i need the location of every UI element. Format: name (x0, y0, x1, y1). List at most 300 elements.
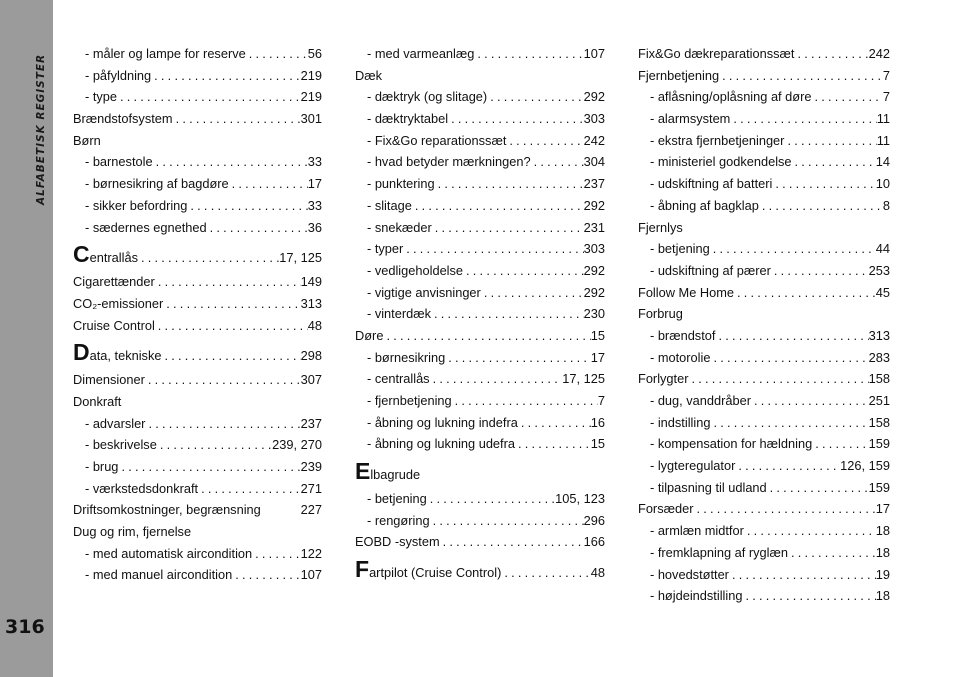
dot-leader (198, 478, 301, 500)
entry-text: Driftsomkostninger, begrænsning (73, 502, 261, 518)
entry-label (367, 108, 448, 130)
dot-leader (767, 477, 869, 499)
entry-page-ref: 227 (300, 502, 322, 518)
entry-page-ref: 166 (583, 534, 605, 550)
entry-page-ref: 44 (875, 241, 890, 257)
entry-label (85, 413, 145, 435)
dot-leader (812, 433, 868, 455)
index-entry (638, 564, 890, 586)
entry-label (650, 260, 771, 282)
entry-label (85, 434, 157, 456)
index-entry (73, 521, 322, 543)
index-entry (73, 173, 322, 195)
entry-label (73, 130, 101, 152)
entry-text: - tilpasning til udland (650, 479, 767, 495)
entry-text: - aflåsning/oplåsning af døre (650, 89, 812, 105)
entry-text: - dæktryktabel (367, 111, 449, 127)
dot-leader (735, 455, 840, 477)
index-entry (73, 238, 322, 271)
entry-label (85, 173, 229, 195)
entry-page-ref: 18 (875, 523, 890, 539)
entry-page-ref: 159 (868, 479, 890, 495)
entry-page-ref: 313 (300, 295, 322, 311)
entry-page-ref: 16 (590, 414, 605, 430)
entry-label (650, 477, 767, 499)
entry-text: - dæktryk (og slitage) (367, 89, 488, 105)
entry-label (355, 65, 382, 87)
entry-page-ref: 313 (868, 327, 890, 343)
dot-leader (771, 260, 869, 282)
index-entry (638, 433, 890, 455)
entry-label (85, 456, 118, 478)
entry-text: - alarmsystem (650, 111, 731, 127)
dot-leader (138, 241, 279, 274)
section-initial: C (73, 241, 90, 268)
index-entry (355, 455, 605, 488)
entry-text: - kompensation for hældning (650, 436, 813, 452)
entry-label (650, 325, 715, 347)
entry-label (367, 347, 445, 369)
entry-text: Dimensioner (73, 372, 145, 388)
entry-label (638, 217, 683, 239)
entry-text: Forsæder (638, 501, 694, 517)
page-number: 316 (5, 616, 45, 638)
entry-page-ref: 11 (876, 132, 890, 148)
entry-page-ref: 303 (583, 241, 605, 257)
entry-text: Børn (73, 132, 101, 148)
entry-page-ref: 230 (583, 306, 605, 322)
entry-text: - brug (85, 459, 119, 474)
entry-page-ref: 17, 125 (279, 250, 322, 266)
entry-text: Follow Me Home (638, 284, 735, 300)
index-entry (638, 217, 890, 239)
dot-leader (772, 173, 875, 195)
index-entry (638, 260, 890, 282)
entry-page-ref: 17, 125 (562, 371, 605, 387)
entry-text: Forbrug (638, 306, 683, 322)
entry-text: ata, tekniske (89, 348, 162, 364)
entry-text: Dæk (355, 67, 383, 83)
entry-label (355, 553, 501, 589)
entry-label (638, 43, 794, 65)
index-entry (355, 282, 605, 304)
entry-text: - højdeindstilling (650, 588, 743, 604)
dot-leader (445, 347, 591, 369)
index-entry (355, 303, 605, 325)
index-entry (73, 499, 322, 521)
entry-label (650, 347, 710, 369)
entry-page-ref: 149 (300, 274, 322, 290)
entry-text: EOBD -system (355, 534, 440, 550)
index-entry (355, 43, 605, 65)
entry-text: - udskiftning af batteri (650, 176, 773, 192)
index-entry (73, 543, 322, 565)
entry-label (650, 542, 788, 564)
entry-text: - beskrivelse (85, 437, 157, 453)
dot-leader (229, 173, 308, 195)
index-entry (73, 271, 322, 293)
dot-leader (118, 456, 300, 478)
entry-label (367, 217, 432, 239)
index-entry (355, 173, 605, 195)
entry-text: - åbning og lukning udefra (367, 436, 515, 452)
entry-label (367, 173, 435, 195)
entry-text: - med manuel aircondition (85, 567, 233, 583)
entry-label (85, 543, 252, 565)
entry-text: - indstilling (650, 414, 711, 430)
index-entry (638, 390, 890, 412)
entry-label (355, 325, 383, 347)
entry-page-ref: 219 (300, 67, 322, 83)
index-entry (355, 488, 605, 510)
index-entry (355, 347, 605, 369)
dot-leader (155, 315, 308, 337)
entry-page-ref: 126, 159 (840, 458, 890, 474)
entry-label (73, 238, 138, 274)
entry-page-ref: 7 (597, 393, 605, 408)
index-entry (638, 498, 890, 520)
entry-label (73, 315, 155, 337)
entry-label (367, 488, 427, 510)
entry-text: - måler og lampe for reserve (85, 46, 246, 61)
index-entry (638, 43, 890, 65)
index-entry (73, 43, 322, 65)
entry-label (650, 390, 751, 412)
entry-text: - advarsler (85, 415, 146, 431)
entry-label (650, 585, 742, 607)
entry-page-ref: 239, 270 (272, 437, 322, 453)
entry-label (367, 390, 452, 412)
entry-label (650, 433, 812, 455)
entry-page-ref: 237 (300, 415, 322, 431)
index-entry (73, 336, 322, 369)
entry-page-ref: 239 (300, 459, 322, 474)
index-entry (355, 151, 605, 173)
entry-page-ref: 283 (868, 349, 890, 365)
dot-leader (383, 325, 590, 347)
entry-page-ref: 17 (875, 501, 890, 517)
entry-page-ref: 251 (868, 393, 890, 408)
entry-label (367, 130, 506, 152)
entry-page-ref: 11 (876, 111, 890, 127)
dot-leader (163, 293, 300, 315)
entry-page-ref: 304 (583, 154, 605, 170)
index-entry (638, 130, 890, 152)
entry-label (650, 520, 744, 542)
entry-text: - sædernes egnethed (85, 219, 207, 235)
entry-page-ref: 7 (882, 89, 890, 105)
entry-page-ref: 237 (583, 176, 605, 192)
index-entry (638, 195, 890, 217)
entry-text: CO₂-emissioner (73, 295, 164, 311)
dot-leader (693, 498, 875, 520)
dot-leader (403, 238, 583, 260)
entry-text: - ministeriel godkendelse (650, 154, 792, 170)
entry-text: - betjening (650, 241, 710, 257)
entry-label (367, 282, 481, 304)
dot-leader (811, 86, 882, 108)
index-entry (355, 217, 605, 239)
dot-leader (145, 369, 301, 391)
dot-leader (412, 195, 584, 217)
entry-label (85, 43, 246, 65)
entry-label (638, 303, 683, 325)
index-entry (73, 195, 322, 217)
index-entry (638, 520, 890, 542)
index-entry (73, 564, 322, 586)
entry-page-ref: 301 (300, 111, 322, 127)
index-entry (638, 282, 890, 304)
dot-leader (474, 43, 583, 65)
entry-page-ref: 7 (882, 67, 890, 83)
entry-text: - med varmeanlæg (367, 46, 475, 61)
index-entry (355, 260, 605, 282)
entry-text: Fix&Go dækreparationssæt (638, 46, 795, 61)
dot-leader (481, 282, 584, 304)
index-entry (73, 86, 322, 108)
dot-leader (487, 86, 583, 108)
entry-label (85, 217, 207, 239)
index-entry (355, 368, 605, 390)
index-entry (73, 65, 322, 87)
entry-text: - brændstof (650, 327, 716, 343)
entry-page-ref: 292 (583, 262, 605, 278)
entry-page-ref: 19 (875, 566, 890, 582)
entry-label (367, 510, 430, 532)
entry-page-ref: 242 (868, 46, 890, 61)
index-column-2 (355, 43, 605, 586)
index-entry (638, 151, 890, 173)
entry-text: - børnesikring (367, 349, 446, 365)
entry-text: - slitage (367, 197, 412, 213)
dot-leader (157, 434, 272, 456)
entry-label (638, 368, 689, 390)
dot-leader (207, 217, 308, 239)
entry-page-ref: 253 (868, 262, 890, 278)
entry-page-ref: 33 (307, 154, 322, 170)
entry-text: - lygteregulator (650, 458, 736, 474)
entry-label (650, 173, 772, 195)
index-entry (73, 108, 322, 130)
index-entry (638, 303, 890, 325)
dot-leader (792, 151, 876, 173)
dot-leader (518, 412, 591, 434)
entry-page-ref: 17 (307, 176, 322, 192)
entry-page-ref: 33 (307, 197, 322, 213)
index-entry (355, 86, 605, 108)
entry-text: Donkraft (73, 393, 122, 409)
dot-leader (161, 339, 300, 372)
dot-leader (440, 531, 584, 553)
index-entry (355, 238, 605, 260)
section-title: ALFABETISK REGISTER (35, 53, 47, 205)
sidebar (0, 0, 53, 677)
index-entry (355, 130, 605, 152)
index-entry (638, 412, 890, 434)
entry-text: - punktering (367, 176, 435, 192)
dot-leader (689, 368, 869, 390)
entry-page-ref: 15 (590, 436, 605, 452)
index-entry (638, 86, 890, 108)
entry-text: - sikker befordring (85, 197, 188, 213)
entry-label (73, 336, 161, 372)
entry-text: - barnestole (85, 154, 153, 170)
entry-text: Cruise Control (73, 317, 155, 333)
entry-label (650, 564, 729, 586)
entry-label (85, 195, 187, 217)
entry-page-ref: 298 (300, 348, 322, 364)
index-entry (638, 108, 890, 130)
dot-leader (232, 564, 300, 586)
entry-page-ref: 48 (590, 565, 605, 581)
entry-label (367, 43, 474, 65)
index-entry (73, 130, 322, 152)
entry-page-ref: 159 (868, 436, 890, 452)
dot-leader (145, 413, 300, 435)
dot-leader (501, 556, 590, 589)
entry-page-ref: 107 (583, 46, 605, 61)
entry-page-ref: 45 (875, 284, 890, 300)
index-entry (73, 151, 322, 173)
dot-leader (715, 325, 868, 347)
dot-leader (427, 488, 555, 510)
dot-leader (784, 130, 876, 152)
entry-label (367, 303, 431, 325)
dot-leader (448, 108, 584, 130)
entry-label (355, 531, 440, 553)
index-entry (355, 65, 605, 87)
entry-text: Fjernbetjening (638, 67, 720, 83)
entry-text: - typer (367, 241, 404, 257)
entry-text: - børnesikring af bagdøre (85, 176, 229, 192)
entry-text: - type (85, 89, 118, 105)
index-entry (73, 293, 322, 315)
entry-text: artpilot (Cruise Control) (369, 565, 502, 581)
entry-text: - ekstra fjernbetjeninger (650, 132, 785, 148)
dot-leader (734, 282, 876, 304)
entry-page-ref: 231 (583, 219, 605, 235)
dot-leader (506, 130, 583, 152)
dot-leader (730, 108, 876, 130)
entry-page-ref: 18 (875, 544, 890, 560)
entry-label (73, 369, 145, 391)
dot-leader (515, 433, 591, 455)
index-column-3 (638, 43, 890, 607)
entry-label (367, 86, 487, 108)
index-entry (73, 391, 322, 413)
dot-leader (719, 65, 883, 87)
section-initial: D (73, 339, 90, 366)
entry-page-ref: 122 (300, 545, 322, 561)
dot-leader (531, 151, 584, 173)
entry-page-ref: 271 (300, 480, 322, 496)
entry-label (650, 238, 710, 260)
entry-page-ref: 242 (583, 132, 605, 148)
dot-leader (751, 390, 869, 412)
entry-text: - motorolie (650, 349, 711, 365)
index-entry (355, 108, 605, 130)
entry-page-ref: 36 (307, 219, 322, 235)
entry-page-ref: 8 (882, 197, 890, 213)
entry-label (650, 455, 735, 477)
index-entry (638, 368, 890, 390)
entry-text: - armlæn midtfor (650, 523, 744, 539)
entry-label (650, 412, 710, 434)
entry-text: Dug og rim, fjernelse (73, 524, 192, 540)
index-entry (355, 325, 605, 347)
dot-leader (155, 271, 301, 293)
index-entry (73, 456, 322, 478)
entry-text: - vigtige anvisninger (367, 284, 481, 300)
index-entry (355, 412, 605, 434)
dot-leader (729, 564, 876, 586)
dot-leader (432, 217, 584, 239)
entry-text: - centrallås (367, 371, 430, 387)
entry-text: Forlygter (638, 371, 689, 387)
entry-label (85, 478, 198, 500)
entry-label (650, 86, 811, 108)
index-entry (638, 65, 890, 87)
entry-text: - med automatisk aircondition (85, 545, 253, 561)
dot-leader (117, 86, 301, 108)
entry-label (73, 521, 191, 543)
entry-text: - fremklapning af ryglæn (650, 544, 788, 560)
entry-text: - åbning og lukning indefra (367, 414, 518, 430)
dot-leader (744, 520, 876, 542)
entry-text: lbagrude (370, 467, 421, 483)
entry-page-ref: 158 (868, 414, 890, 430)
entry-label (650, 195, 759, 217)
entry-page-ref: 303 (583, 111, 605, 127)
dot-leader (430, 510, 584, 532)
entry-label (650, 108, 730, 130)
index-entry (638, 477, 890, 499)
entry-text: - hvad betyder mærkningen? (367, 154, 531, 170)
entry-label (367, 151, 531, 173)
entry-label (73, 108, 173, 130)
entry-text: - vedligeholdelse (367, 262, 464, 278)
entry-text: - påfyldning (85, 67, 152, 83)
index-entry (73, 434, 322, 456)
dot-leader (173, 108, 301, 130)
entry-page-ref: 48 (307, 317, 322, 333)
index-entry (355, 510, 605, 532)
entry-text: - snekæder (367, 219, 432, 235)
entry-page-ref: 10 (875, 176, 890, 192)
entry-page-ref: 292 (583, 284, 605, 300)
dot-leader (463, 260, 584, 282)
dot-leader (710, 238, 876, 260)
entry-text: Brændstofsystem (73, 111, 173, 127)
entry-text: Døre (355, 327, 384, 343)
dot-leader (431, 303, 584, 325)
dot-leader (187, 195, 307, 217)
entry-page-ref: 307 (300, 372, 322, 388)
index-column-1 (73, 43, 322, 586)
index-entry (638, 325, 890, 347)
entry-label (367, 195, 412, 217)
entry-label (367, 412, 518, 434)
index-entry (638, 238, 890, 260)
dot-leader (151, 65, 300, 87)
dot-leader (435, 173, 584, 195)
entry-page-ref: 15 (590, 327, 605, 343)
entry-text: - dug, vanddråber (650, 393, 752, 408)
entry-page-ref: 17 (590, 349, 605, 365)
index-entry (355, 195, 605, 217)
entry-label (638, 282, 734, 304)
entry-page-ref: 292 (583, 89, 605, 105)
